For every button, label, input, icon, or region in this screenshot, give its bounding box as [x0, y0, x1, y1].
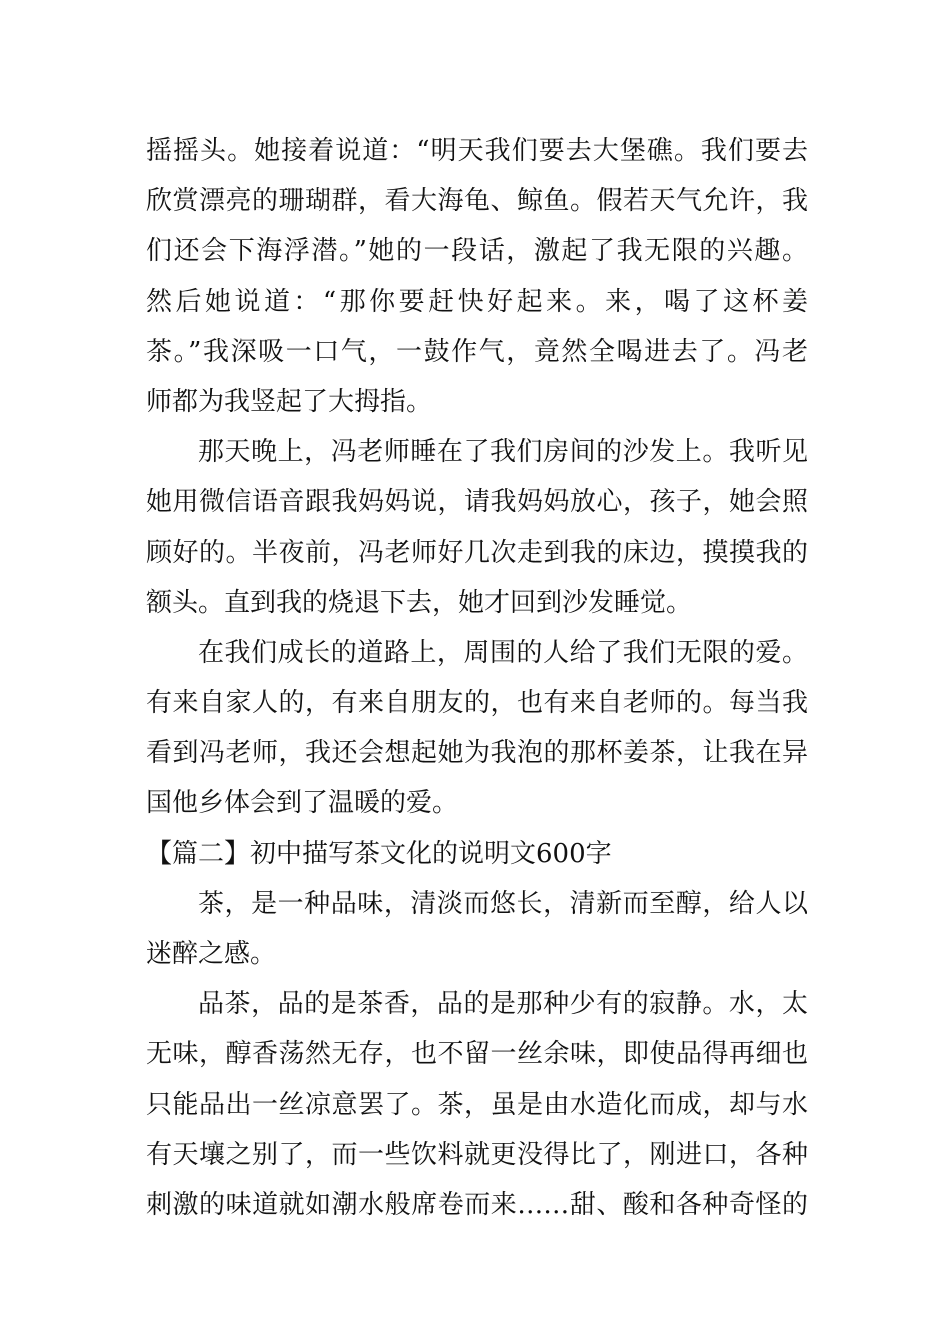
text-line: 额头。直到我的烧退下去，她才回到沙发睡觉。	[146, 587, 693, 618]
text-line: 茶。”我深吸一口气，一鼓作气，竟然全喝进去了。冯老	[146, 336, 808, 367]
text-line: 们还会下海浮潜。”她的一段话，激起了我无限的兴趣。	[146, 236, 808, 267]
text-line: 欣赏漂亮的珊瑚群，看大海龟、鲸鱼。假若天气允许，我	[146, 186, 808, 217]
text-line: 刺激的味道就如潮水般席卷而来……甜、酸和各种奇怪的	[146, 1189, 808, 1220]
text-line: 看到冯老师，我还会想起她为我泡的那杯姜茶，让我在异	[146, 738, 808, 769]
section-heading: 【篇二】初中描写茶文化的说明文600字	[146, 838, 612, 869]
text-line: 师都为我竖起了大拇指。	[146, 386, 433, 417]
text-line: 然后她说道：“那你要赶快好起来。来，喝了这杯姜	[146, 286, 808, 317]
text-line: 迷醉之感。	[146, 939, 277, 969]
text-line: 无味，醇香荡然无存，也不留一丝余味，即使品得再细也	[146, 1039, 808, 1070]
text-line: 摇摇头。她接着说道：“明天我们要去大堡礁。我们要去	[146, 136, 808, 166]
article-body	[146, 126, 808, 1230]
text-line: 国他乡体会到了温暖的爱。	[146, 788, 459, 819]
text-line: 顾好的。半夜前，冯老师好几次走到我的床边，摸摸我的	[146, 537, 808, 568]
text-line: 她用微信语音跟我妈妈说，请我妈妈放心，孩子，她会照	[146, 487, 808, 518]
paragraph-first-line: 茶，是一种品味，清淡而悠长，清新而至醇，给人以	[198, 888, 808, 919]
paragraph-first-line: 在我们成长的道路上，周围的人给了我们无限的爱。	[198, 637, 808, 668]
paragraph-first-line: 品茶，品的是茶香，品的是那种少有的寂静。水，太	[198, 989, 808, 1020]
text-line: 有来自家人的，有来自朋友的，也有来自老师的。每当我	[146, 688, 808, 719]
paragraph-first-line: 那天晚上，冯老师睡在了我们房间的沙发上。我听见	[198, 437, 808, 468]
text-line: 有天壤之别了，而一些饮料就更没得比了，刚进口，各种	[146, 1139, 808, 1170]
text-line: 只能品出一丝凉意罢了。茶，虽是由水造化而成，却与水	[146, 1089, 808, 1120]
